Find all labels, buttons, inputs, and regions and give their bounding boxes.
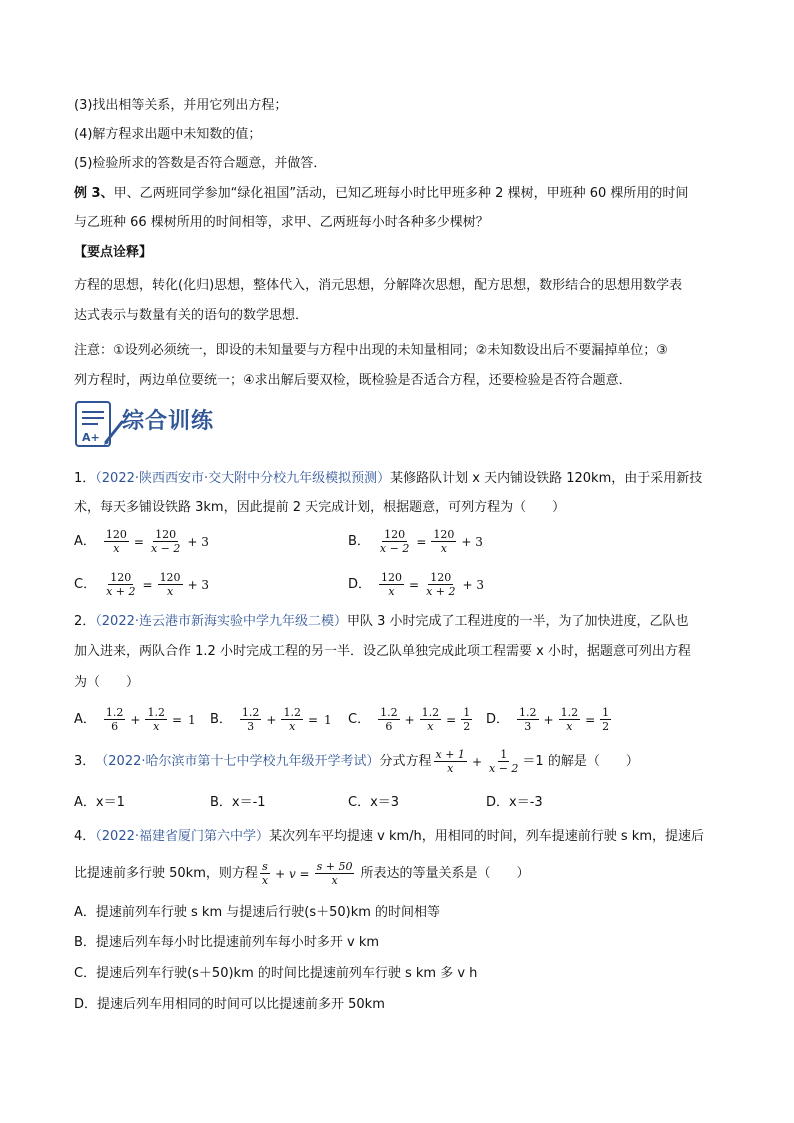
q3-option-d[interactable]: D．x＝-3 (486, 795, 543, 810)
question-4-line-1 (74, 827, 704, 847)
fraction: $\frac{120}{x}$ (105, 528, 127, 555)
question-source: （2022·福建省厦门第六中学） (95, 829, 269, 844)
question-number: 4． (74, 829, 96, 844)
q4-option-c[interactable]: C．提速后列车行驶(s＋50)km 的时间比提速前列车行驶 s km 多 v h (74, 966, 478, 981)
question-3-line: 3． （2022·哈尔滨市第十七中学校九年级开学考试） 分式方程 $\frac{x + 1}{x}$ + $\frac{1}{x - 2}$ ＝1 的解是（ ） (74, 748, 639, 775)
fraction: $\frac{s}{x}$ (261, 860, 269, 887)
question-number: 3． (74, 753, 96, 769)
q2-option-b[interactable]: B． $\frac{1.2}{3}$ + $\frac{1.2}{x}$ = 1 (210, 706, 332, 733)
fraction: $\frac{120}{x}$ (381, 571, 403, 598)
option-label: C． (74, 576, 97, 592)
q3-option-b[interactable]: B．x＝-1 (210, 795, 266, 810)
step-3: (3)找出相等关系，并用它列出方程； (74, 98, 288, 113)
option-label: D． (486, 711, 510, 727)
question-number: 1． (74, 471, 96, 486)
icon-grade-text: A+ (82, 431, 100, 444)
q2-option-d[interactable]: D． $\frac{1.2}{3}$ + $\frac{1.2}{x}$ = $\frac{1}{2}$ (486, 706, 610, 733)
fraction: $\frac{s + 50}{x}$ (316, 860, 353, 887)
q2-option-c[interactable]: C． $\frac{1.2}{6}$ + $\frac{1.2}{x}$ = $\frac{1}{2}$ (348, 706, 471, 733)
fraction: $\frac{120}{x - 2}$ (150, 528, 181, 555)
q4-option-a[interactable]: A．提速前列车行驶 s km 与提速后行驶(s＋50)km 的时间相等 (74, 905, 441, 920)
option-label: C． (348, 711, 371, 727)
question-text: 某修路队计划 x 天内铺设铁路 120km，由于采用新技 (390, 471, 703, 486)
fraction: $\frac{120}{x}$ (159, 571, 181, 598)
question-text: 比提速前多行驶 50km，则方程 (74, 865, 258, 881)
q1-option-b[interactable]: B． $\frac{120}{x - 2}$ = $\frac{120}{x}$ + 3 (348, 528, 483, 555)
example-3-text-1: 甲、乙两班同学参加“绿化祖国”活动，已知乙班每小时比甲班多种 2 棵树，甲班种 60 棵所用的时间 (113, 186, 689, 201)
fraction: $\frac{1}{x - 2}$ (489, 748, 519, 775)
example-3-line-1 (74, 184, 688, 204)
keypoints-paragraph-1: 方程的思想，转化(化归)思想，整体代入，消元思想，分解降次思想，配方思想，数形结合的思想用数学表 (74, 278, 683, 293)
question-text: 某次列车平均提速 v km/h，用相同的时间，列车提速前行驶 s km，提速后 (269, 829, 704, 844)
option-label: B． (348, 533, 370, 549)
option-label: A． (74, 711, 96, 727)
question-1-line-1 (74, 469, 702, 489)
step-5: (5)检验所求的答数是否符合题意，并做答． (74, 156, 327, 171)
q1-option-d[interactable]: D． $\frac{120}{x}$ = $\frac{120}{x + 2}$ + 3 (348, 571, 485, 598)
question-text: 甲队 3 小时完成了工程进度的一半，为了加快进度，乙队也 (347, 614, 689, 629)
keypoints-note-2: 列方程时，两边单位要统一；④求出解后要双检，既检验是否适合方程，还要检验是否符合题意． (74, 373, 632, 388)
q1-option-c[interactable]: C． $\frac{120}{x + 2}$ = $\frac{120}{x}$ + 3 (74, 571, 210, 598)
option-label: D． (348, 576, 372, 592)
option-label: B． (210, 711, 232, 727)
q4-option-b[interactable]: B．提速后列车每小时比提速前列车每小时多开 v km (74, 935, 380, 950)
keypoints-heading: 【要点诠释】 (74, 245, 153, 260)
question-2-line-3: 为（ ） (74, 675, 140, 690)
q1-option-a[interactable]: A． $\frac{120}{x}$ = $\frac{120}{x - 2}$ + 3 (74, 528, 209, 555)
question-2-line-2: 加入进来，两队合作 1.2 小时完成工程的另一半．设乙队单独完成此项工程需要 x 小时，据题意可列出方程 (74, 644, 691, 659)
keypoints-paragraph-2: 达式表示与数量有关的语句的数学思想． (74, 308, 309, 323)
q3-option-c[interactable]: C．x＝3 (348, 795, 400, 810)
question-source: （2022·哈尔滨市第十七中学校九年级开学考试） (95, 753, 380, 769)
question-source: （2022·陕西西安市·交大附中分校九年级模拟预测） (95, 471, 391, 486)
fraction: $\frac{120}{x}$ (433, 528, 455, 555)
fraction: $\frac{120}{x - 2}$ (379, 528, 410, 555)
q4-option-d[interactable]: D．提速后列车用相同的时间可以比提速前多开 50km (74, 997, 385, 1012)
question-source: （2022·连云港市新海实验中学九年级二模） (95, 614, 347, 629)
section-title: 综合训练 (122, 409, 215, 434)
question-number: 2． (74, 614, 96, 629)
example-3-line-2: 与乙班种 66 棵树所用的时间相等，求甲、乙两班每小时各种多少棵树？ (74, 215, 489, 230)
q2-option-a[interactable]: A． $\frac{1.2}{6}$ + $\frac{1.2}{x}$ = 1 (74, 706, 196, 733)
keypoints-note-1: 注意：①设列必须统一，即设的未知量要与方程中出现的未知量相同；②未知数设出后不要漏掉单位；③ (74, 343, 668, 358)
option-label: A． (74, 533, 96, 549)
question-text-tail: 所表达的等量关系是（ ） (360, 865, 530, 881)
fraction: $\frac{120}{x + 2}$ (426, 571, 456, 598)
question-2-line-1 (74, 612, 689, 632)
question-1-line-2: 术，每天多铺设铁路 3km，因此提前 2 天完成计划，根据题意，可列方程为（ ） (74, 500, 566, 515)
fraction: $\frac{x + 1}{x}$ (435, 748, 465, 775)
example-3-label: 例 3、 (74, 186, 114, 201)
step-4: (4)解方程求出题中未知数的值； (74, 127, 262, 142)
q3-option-a[interactable]: A．x＝1 (74, 795, 125, 810)
fraction: $\frac{120}{x + 2}$ (106, 571, 136, 598)
question-text: 分式方程 (379, 753, 432, 769)
exam-paper-icon (70, 398, 128, 454)
question-text-tail: ＝1 的解是（ ） (522, 753, 639, 769)
question-4-line-2: 比提速前多行驶 50km，则方程 $\frac{s}{x}$ + v = $\frac{s + 50}{x}$ 所表达的等量关系是（ ） (74, 860, 530, 887)
